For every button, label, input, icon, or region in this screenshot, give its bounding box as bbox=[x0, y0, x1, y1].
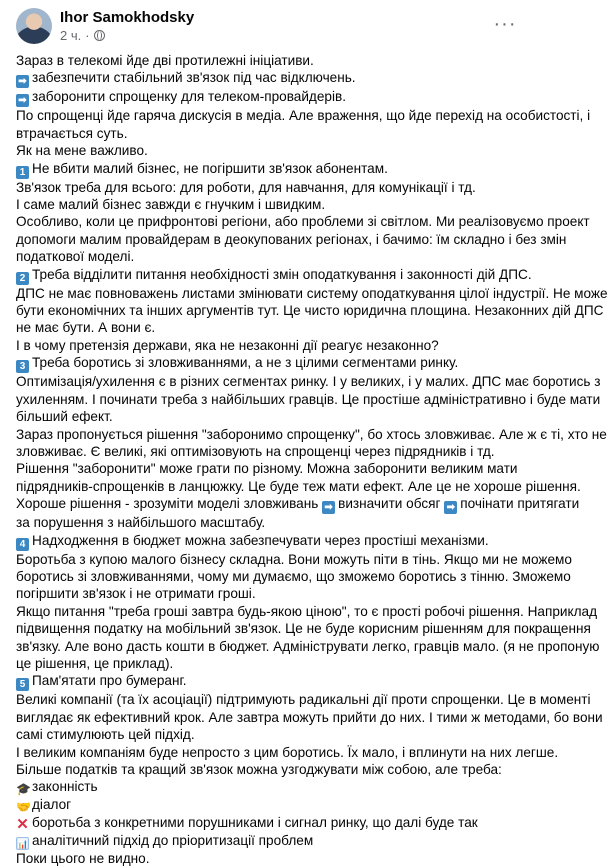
post-line: за порушення з найбільшого масштабу. bbox=[16, 515, 266, 531]
post-line: ухиленням. І починати треба з найбільших гравців. Це простіше адміністративно і буде мати bbox=[16, 391, 601, 407]
post-line: втрачається суть. bbox=[16, 125, 128, 141]
post-line: Поки цього не видно. bbox=[16, 850, 150, 866]
author-name[interactable]: Ihor Samokhodsky bbox=[60, 8, 195, 26]
keycap-four-icon: 4 bbox=[16, 538, 29, 551]
post-line: Хороше рішення - зрозуміти моделі зловживань ➡ визначити обсяг ➡ почінати притягати bbox=[16, 496, 580, 514]
bar-chart-icon: 📊 bbox=[17, 838, 29, 849]
post-line: ➡ заборонити спрощенку для телеком-провайдерів. bbox=[16, 88, 523, 107]
post-line: По спрощенці йде гаряча дискусія в медіа. Але враження, що йде перехід на особистості, і bbox=[16, 108, 591, 124]
arrow-right-icon: ➡ bbox=[322, 501, 335, 514]
keycap-five-icon: 5 bbox=[16, 678, 29, 691]
arrow-right-icon: ➡ bbox=[16, 94, 29, 107]
post-line: Як на мене важливо. bbox=[16, 143, 148, 159]
post-line: Більше податків та кращий зв'язок можна узгоджувати між собою, але треба: bbox=[16, 762, 502, 777]
post-line: погіршити зв'язок і не отримати гроші. bbox=[16, 586, 256, 602]
post-header bbox=[16, 8, 523, 44]
post-line: 5 Пам'ятати про бумеранг. bbox=[16, 672, 523, 691]
post-line: це рішення, це приклад). bbox=[16, 655, 174, 671]
separator-dot: · bbox=[85, 27, 90, 43]
post-line: виглядає як ефективний крок. Але завтра можуть прийти до них. І тими ж методами, бо вони bbox=[16, 709, 603, 725]
post-line: 4 Надходження в бюджет можна забезпечувати через простіші механізми. bbox=[16, 532, 523, 551]
post-line: не має бути. А вони є. bbox=[16, 320, 156, 336]
keycap-three-icon: 3 bbox=[16, 360, 29, 373]
post-line: 🤝діалог bbox=[16, 797, 72, 815]
more-options-icon[interactable]: ··· bbox=[493, 12, 517, 35]
globe-icon bbox=[94, 30, 105, 41]
post-line: Якщо питання "треба гроші завтра будь-якою ціною", то є прості робочі рішення. Наприклад bbox=[16, 603, 597, 619]
post-line: Великі компанії (та їх асоціації) підтримують радикальні дії проти спрощенки. Це в моменті bbox=[16, 692, 591, 708]
post-time[interactable]: 2 ч. bbox=[60, 27, 82, 43]
post-line: ➡ забезпечити стабільний зв'язок під час відключень. bbox=[16, 69, 523, 88]
post-line: І в чому претензія держави, яка не незаконні дії реагує незаконно? bbox=[16, 337, 439, 353]
author-avatar[interactable] bbox=[16, 8, 52, 44]
post-line: бути економічних та інших аргументів тут. Це чисто юридична площина. Незаконних дій ДПС bbox=[16, 303, 604, 319]
post-line: 📊 аналітичний підхід до пріоритизації проблем bbox=[17, 832, 314, 849]
arrow-right-icon: ➡ bbox=[16, 75, 29, 88]
keycap-one-icon: 1 bbox=[16, 166, 29, 179]
post-line: зв'язку. Але воно дасть кошти в бюджет. Адмініструвати легко, гравців мало. (я не пропоную bbox=[16, 638, 600, 654]
post-meta bbox=[60, 9, 194, 44]
post-line: ✕ боротьба з конкретними порушниками і сигнал ринку, що далі буде так bbox=[16, 815, 478, 834]
post-line: більший ефект. bbox=[16, 409, 113, 425]
graduation-cap-icon: 🎓 bbox=[16, 782, 31, 797]
post-line: допомоги малим провайдерам в деокупованих регіонах, і бачимо: їм складно і без змін bbox=[16, 231, 567, 247]
handshake-icon: 🤝 bbox=[16, 800, 31, 815]
post-line: Зв'язок треба для всього: для роботи, для навчання, для комунікації і тд. bbox=[16, 179, 476, 195]
post-line: Особливо, коли це прифронтові регіони, або проблеми зі світлом. Ми реалізовуємо проект bbox=[16, 214, 590, 230]
post-line: Оптимізація/ухилення є в різних сегментах ринку. І у великих, і у малих. ДПС має боротись з bbox=[16, 374, 601, 390]
post-line: І великим компаніям буде непросто з цим боротись. Їх мало, і вплинути на них легше. bbox=[16, 744, 559, 760]
post-subline bbox=[60, 28, 194, 44]
post-line: 🎓законність bbox=[16, 779, 98, 797]
post-line: Рішення "заборонити" може грати по різному. Можна заборонити великим мати bbox=[16, 461, 518, 477]
keycap-two-icon: 2 bbox=[16, 272, 29, 285]
post-line: Зараз пропонується рішення "заборонимо спрощенку", бо хтось зловживає. Але ж є ті, хто не bbox=[16, 426, 607, 442]
post-line: підвищення податку на мобільний зв'язок. Це не буде корисним рішенням для покращення bbox=[16, 621, 591, 637]
post-line: боротись зі зловживаннями, чому ми думаємо, що зможемо боротись з тінню. Зможемо bbox=[16, 568, 571, 584]
post-line: 2 Треба відділити питання необхідності змін оподаткування і законності дій ДПС. bbox=[16, 266, 523, 285]
post-line: Зараз в телекомі йде дві протилежні ініціативи. bbox=[16, 53, 314, 68]
post-line: зловживає. Є великі, які оптимізовують на спрощенці через підрядників і тд. bbox=[16, 443, 495, 459]
arrow-right-icon: ➡ bbox=[444, 501, 457, 514]
post-line: 1 Не вбити малий бізнес, не погіршити зв'язок абонентам. bbox=[16, 160, 523, 179]
post-line: самі стимулюють цей підхід. bbox=[16, 727, 195, 743]
post-line: підрядників-спрощенків в ланцюжку. Це буде теж мати ефект. Але це не хороше рішення. bbox=[16, 478, 581, 494]
post-line: 3 Треба боротись зі зловживаннями, а не з цілими сегментами ринку. bbox=[16, 354, 523, 373]
post-line: податкової моделі. bbox=[16, 249, 135, 265]
post-body bbox=[16, 52, 608, 867]
post-line: Боротьба з купою малого бізнесу складна. Вони можуть піти в тінь. Якщо ми не можемо bbox=[16, 551, 572, 567]
post-line: ДПС не має повноважень листами змінювати систему оподаткування цілої індустрії. Не може bbox=[16, 285, 608, 301]
post-line: І саме малий бізнес завжди є гнучким і швидким. bbox=[16, 197, 326, 213]
cross-mark-icon: ✕ bbox=[16, 816, 29, 834]
